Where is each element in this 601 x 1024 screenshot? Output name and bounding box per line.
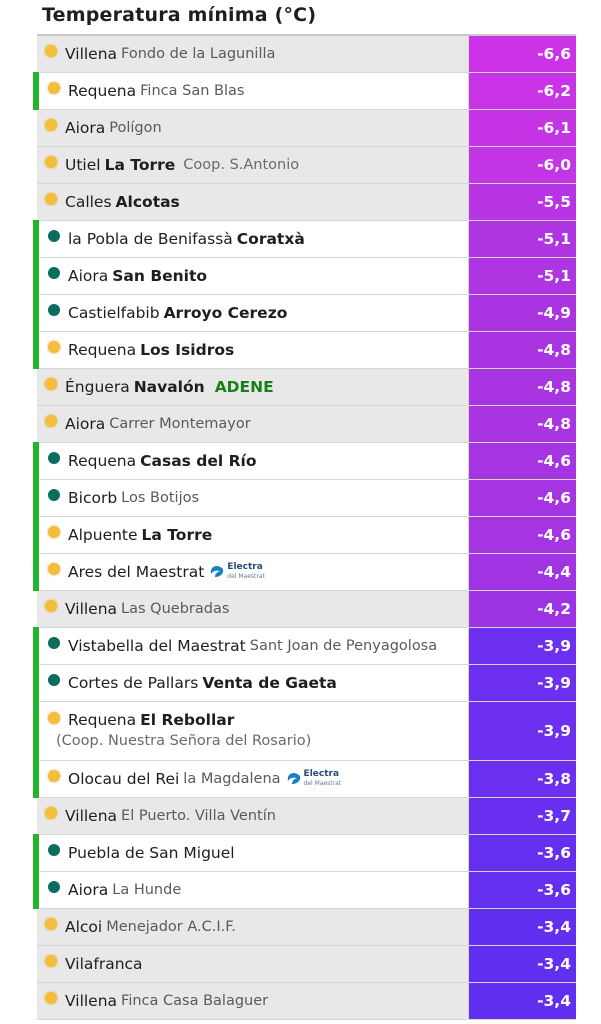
station-town: Calles (65, 192, 112, 211)
station-town: Bicorb (68, 488, 118, 507)
station-site: Los Isidros (140, 340, 235, 359)
temperature-table (37, 34, 576, 1020)
station-site: Menejador A.C.I.F. (106, 918, 236, 935)
table-row[interactable] (37, 110, 576, 147)
station-name-cell (37, 184, 469, 220)
station-town: Cortes de Pallars (68, 673, 199, 692)
station-site: Los Botijos (121, 489, 200, 506)
page-title: Temperatura mínima (°C) (42, 4, 317, 26)
station-site: Sant Joan de Penyagolosa (249, 637, 438, 654)
green-dot-icon (48, 844, 60, 856)
min-temperature-value: -6,2 (469, 73, 576, 109)
yellow-dot-icon (45, 918, 57, 930)
yellow-dot-icon (45, 992, 57, 1004)
station-town: Ares del Maestrat (68, 562, 205, 581)
table-row[interactable] (37, 591, 576, 628)
table-row[interactable] (37, 184, 576, 221)
station-site: La Hunde (112, 881, 182, 898)
station-site: Alcotas (115, 192, 180, 211)
yellow-dot-icon (45, 119, 57, 131)
station-town: Aiora (68, 880, 109, 899)
table-row[interactable] (37, 295, 576, 332)
adene-label: ADENE (214, 377, 274, 396)
electra-logo-text (304, 770, 342, 788)
green-dot-icon (48, 267, 60, 279)
station-town: Vilafranca (65, 954, 143, 973)
station-note: Coop. S.Antonio (183, 156, 300, 173)
min-temperature-value: -4,6 (469, 517, 576, 553)
station-name-cell (37, 702, 469, 760)
table-row[interactable] (37, 946, 576, 983)
station-site: La Torre (141, 525, 213, 544)
table-row[interactable] (37, 73, 576, 110)
yellow-dot-icon (48, 526, 60, 538)
min-temperature-value: -5,5 (469, 184, 576, 220)
green-dot-icon (48, 452, 60, 464)
station-site: Polígon (109, 119, 162, 136)
green-dot-icon (48, 674, 60, 686)
station-town: Aiora (65, 414, 106, 433)
station-town: Alpuente (68, 525, 138, 544)
station-site: Carrer Montemayor (109, 415, 251, 432)
table-row[interactable] (37, 332, 576, 369)
station-town: Requena (68, 711, 137, 729)
station-name-cell (37, 258, 469, 294)
station-site: Las Quebradas (121, 600, 230, 617)
green-dot-icon (48, 304, 60, 316)
yellow-dot-icon (48, 563, 60, 575)
table-row[interactable] (37, 798, 576, 835)
station-town: la Pobla de Benifassà (68, 229, 233, 248)
yellow-dot-icon (45, 45, 57, 57)
station-town: Alcoi (65, 917, 103, 936)
station-name-cell (37, 909, 469, 945)
min-temperature-value: -4,9 (469, 295, 576, 331)
yellow-dot-icon (48, 341, 60, 353)
min-temperature-value: -3,7 (469, 798, 576, 834)
station-site: Navalón (133, 377, 205, 396)
table-row[interactable] (37, 761, 576, 798)
station-site: Finca Casa Balaguer (121, 992, 269, 1009)
station-town: Aiora (68, 266, 109, 285)
yellow-dot-icon (48, 712, 60, 724)
station-name-cell (37, 332, 469, 368)
station-name-cell (37, 554, 469, 590)
station-name-cell (37, 406, 469, 442)
electra-logo-name: Electra (227, 562, 263, 572)
yellow-dot-icon (45, 378, 57, 390)
min-temperature-value: -3,4 (469, 946, 576, 982)
table-row[interactable] (37, 665, 576, 702)
station-town: Requena (68, 451, 137, 470)
yellow-dot-icon (48, 82, 60, 94)
min-temperature-value: -6,0 (469, 147, 576, 183)
min-temperature-value: -4,8 (469, 369, 576, 405)
min-temperature-value: -3,9 (469, 628, 576, 664)
min-temperature-value: -4,6 (469, 480, 576, 516)
station-town: Villena (65, 599, 118, 618)
green-dot-icon (48, 637, 60, 649)
station-town: Villena (65, 806, 118, 825)
table-row[interactable] (37, 702, 576, 761)
table-row[interactable] (37, 369, 576, 406)
station-site: San Benito (112, 266, 208, 285)
station-name-cell (37, 110, 469, 146)
table-row[interactable] (37, 480, 576, 517)
electra-logo-icon (209, 565, 225, 579)
electra-logo-name: Electra (303, 769, 340, 779)
green-dot-icon (48, 489, 60, 501)
yellow-dot-icon (45, 415, 57, 427)
station-town: Villena (65, 44, 118, 63)
station-site: La Torre (104, 155, 176, 174)
station-note: (Coop. Nuestra Señora del Rosario) (56, 733, 312, 749)
station-name-cell (37, 665, 469, 701)
electra-logo (286, 770, 342, 788)
table-row[interactable] (37, 517, 576, 554)
table-row[interactable] (37, 406, 576, 443)
station-name-cell (37, 369, 469, 405)
table-row[interactable] (37, 554, 576, 591)
station-site: Fondo de la Lagunilla (121, 45, 276, 62)
station-site: Casas del Río (140, 451, 257, 470)
station-name-cell (37, 761, 469, 797)
yellow-dot-icon (45, 807, 57, 819)
station-town: Utiel (65, 155, 101, 174)
station-name-cell (37, 591, 469, 627)
station-name-cell (37, 983, 469, 1019)
station-site: Venta de Gaeta (202, 673, 337, 692)
station-town: Requena (68, 340, 137, 359)
station-name-cell (37, 835, 469, 871)
electra-logo (209, 563, 265, 581)
table-row[interactable] (37, 258, 576, 295)
station-name-cell (37, 36, 469, 72)
table-row[interactable] (37, 221, 576, 258)
min-temperature-value: -3,9 (469, 665, 576, 701)
electra-logo-sub: del Maestrat (303, 780, 342, 787)
table-row[interactable] (37, 872, 576, 909)
table-row[interactable] (37, 835, 576, 872)
min-temperature-value: -3,4 (469, 909, 576, 945)
station-site: la Magdalena (183, 770, 281, 787)
station-name-cell (37, 798, 469, 834)
min-temperature-value: -5,1 (469, 258, 576, 294)
min-temperature-value: -4,8 (469, 332, 576, 368)
station-site: Arroyo Cerezo (163, 303, 288, 322)
yellow-dot-icon (45, 600, 57, 612)
station-town: Villena (65, 991, 118, 1010)
min-temperature-value: -3,6 (469, 835, 576, 871)
yellow-dot-icon (45, 193, 57, 205)
station-name-cell (37, 872, 469, 908)
table-row[interactable] (37, 443, 576, 480)
min-temperature-value: -3,8 (469, 761, 576, 797)
table-row[interactable] (37, 628, 576, 665)
min-temperature-value: -3,6 (469, 872, 576, 908)
station-name-cell (37, 517, 469, 553)
min-temperature-value: -3,4 (469, 983, 576, 1019)
station-town: Aiora (65, 118, 106, 137)
station-town: Puebla de San Miguel (68, 843, 235, 862)
station-name-cell (37, 147, 469, 183)
min-temperature-value: -5,1 (469, 221, 576, 257)
yellow-dot-icon (48, 770, 60, 782)
min-temperature-value: -3,9 (469, 702, 576, 760)
station-site: Finca San Blas (140, 82, 245, 99)
min-temperature-value: -4,4 (469, 554, 576, 590)
station-site: El Puerto. Villa Ventín (121, 807, 276, 824)
station-name-cell (37, 295, 469, 331)
station-name-cell (37, 221, 469, 257)
station-name-cell (37, 946, 469, 982)
electra-logo-sub: del Maestrat (227, 573, 265, 580)
station-town: Énguera (65, 377, 130, 396)
green-dot-icon (48, 230, 60, 242)
station-name-cell (37, 73, 469, 109)
station-site: Coratxà (236, 229, 305, 248)
electra-logo-text (227, 563, 265, 581)
min-temperature-value: -4,6 (469, 443, 576, 479)
table-row[interactable] (37, 983, 576, 1020)
table-row[interactable] (37, 36, 576, 73)
table-row[interactable] (37, 147, 576, 184)
station-town: Vistabella del Maestrat (68, 636, 246, 655)
station-town: Olocau del Rei (68, 769, 180, 788)
station-name-cell (37, 480, 469, 516)
min-temperature-value: -6,1 (469, 110, 576, 146)
min-temperature-value: -4,8 (469, 406, 576, 442)
green-dot-icon (48, 881, 60, 893)
table-row[interactable] (37, 909, 576, 946)
yellow-dot-icon (45, 156, 57, 168)
station-town: Castielfabib (68, 303, 160, 322)
station-town: Requena (68, 81, 137, 100)
min-temperature-value: -4,2 (469, 591, 576, 627)
station-name-cell (37, 443, 469, 479)
station-site: El Rebollar (140, 711, 235, 729)
min-temperature-value: -6,6 (469, 36, 576, 72)
yellow-dot-icon (45, 955, 57, 967)
station-name-cell (37, 628, 469, 664)
electra-logo-icon (286, 772, 302, 786)
